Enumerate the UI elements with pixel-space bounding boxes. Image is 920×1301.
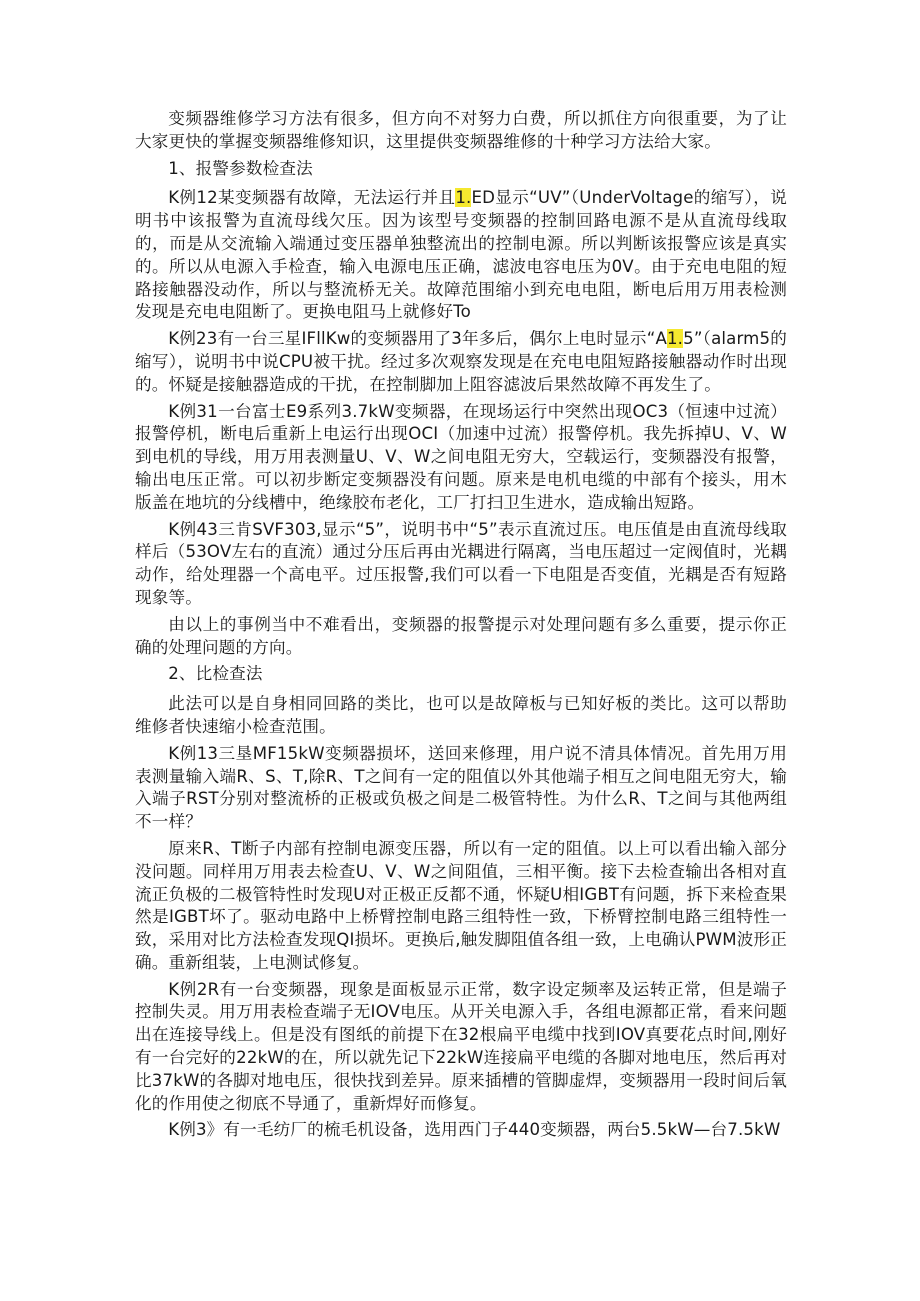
intro-paragraph: 变频器维修学习方法有很多，但方向不对努力白费，所以抓住方向很重要，为了让大家更快的掌握变频器维修知识，这里提供变频器维修的十种学习方法给大家。 xyxy=(135,109,787,151)
case-text: K例23有一台三星IFllKw的变频器用了3年多后，偶尔上电时显示“A xyxy=(168,329,667,349)
case-text: 5”（alarm5的缩写），说明书中说CPU被干扰。经过多次观察发现是在充电电阻短路接触器动作时出现的。怀疑是接触器造成的干扰，在控制脚加上阻容滤波后果然故障不再发生了。 xyxy=(135,329,787,394)
case-paragraph-alarm5 xyxy=(135,328,787,396)
case-paragraph-terminal-control: K例2R有一台变频器，现象是面板显示正常，数字设定频率及运转正常，但是端子控制失灵。用万用表检查端子无IOV电压。从开关电源入手，各组电源都正常，看来问题出在连接导线上。但是没有图纸的前提下在32根扁平电缆中找到IOV真要花点时间,刚好有一台完好的22kW的在，所以就先记下22kW连接扁平电缆的各脚对地电压，然后再对比37kW的各脚对地电压，很快找到差异。原来插槽的管脚虚焊，变频器用一段时间后氧化的作用使之彻底不导通了，重新焊好而修复。 xyxy=(135,979,787,1113)
case-text: ED显示“UV”（UnderVoltage的缩写），说明书中该报警为直流母线欠压。因为该型号变频器的控制回路电源不是从直流母线取的，而是从交流输入端通过变压器单独整流出的控制电源。所以判断该报警应该是真实的。所以从电源入手检查，输入电源电压正确，滤波电容电压为0V。由于充电电阻的短路接触器没动作，所以与整流桥无关。故障范围缩小到充电电阻，断电后用万用表检测发现是充电电阻断了。更换电阻马上就修好To xyxy=(135,188,787,322)
highlight-mark: 1. xyxy=(666,329,684,349)
case-text: K例12某变频器有故障，无法运行并且 xyxy=(168,188,456,208)
highlight-mark: 1. xyxy=(455,188,472,208)
case-paragraph-uv-alarm xyxy=(135,187,787,324)
case-paragraph-mf15kw-continued: 原来R、T断子内部有控制电源变压器，所以有一定的阻值。以上可以看出输入部分没问题。同样用万用表去检查U、V、W之间阻值，三相平衡。接下去检查输出各相对直流正负极的二极管特性时发现U对正极正反都不通，怀疑U相IGBT有问题，拆下来检查果然是IGBT坏了。驱动电路中上桥臂控制电路三组特性一致，下桥臂控制电路三组特性一致，采用对比方法检查发现QI损坏。更换后,触发脚阻值各组一致，上电确认PWM波形正确。重新组装，上电测试修复。 xyxy=(135,838,787,972)
case-paragraph-oc3-alarm: K例31一台富士E9系列3.7kW变频器，在现场运行中突然出现OC3（恒速中过流）报警停机，断电后重新上电运行出现OCI（加速中过流）报警停机。我先拆掉U、V、W到电机的导线，用万用表测量U、V、W之间电阻无穷大，空载运行，变频器没有报警，输出电压正常。可以初步断定变频器没有问题。原来是电机电缆的中部有个接头，用木版盖在地坑的分线槽中，绝缘胶布老化，工厂打扫卫生进水，造成输出短路。 xyxy=(135,401,787,512)
section-intro-paragraph: 此法可以是自身相同回路的类比，也可以是故障板与已知好板的类比。这可以帮助维修者快速缩小检查范围。 xyxy=(135,694,787,736)
section-heading-alarm-check: 1、报警参数检查法 xyxy=(168,158,313,178)
summary-paragraph: 由以上的事例当中不难看出，变频器的报警提示对处理问题有多么重要，提示你正确的处理问题的方向。 xyxy=(135,614,787,657)
case-paragraph-mf15kw: K例13三垦MF15kW变频器损坏，送回来修理，用户说不清具体情况。首先用万用表测量输入端R、S、T,除R、T之间有一定的阻值以外其他端子相互之间电阻无穷大，输入端子RST分别对整流桥的正极或负极之间是二极管特性。为什么R、T之间与其他两组不一样？ xyxy=(135,743,787,832)
case-paragraph-overvoltage: K例43三肯SVF303,显示“5”，说明书中“5”表示直流过压。电压值是由直流母线取样后（53OV左右的直流）通过分压后再由光耦进行隔离，当电压超过一定阀值时，光耦动作，给处理器一个高电平。过压报警,我们可以看一下电阻是否变值，光耦是否有短路现象等。 xyxy=(135,519,787,607)
case-paragraph-wool-mill: K例3》有一毛纺厂的梳毛机设备，选用西门子440变频器，两台5.5kW—台7.5kW xyxy=(168,1120,781,1140)
section-heading-comparison-check: 2、比检查法 xyxy=(168,664,263,684)
document-body xyxy=(135,108,787,1142)
